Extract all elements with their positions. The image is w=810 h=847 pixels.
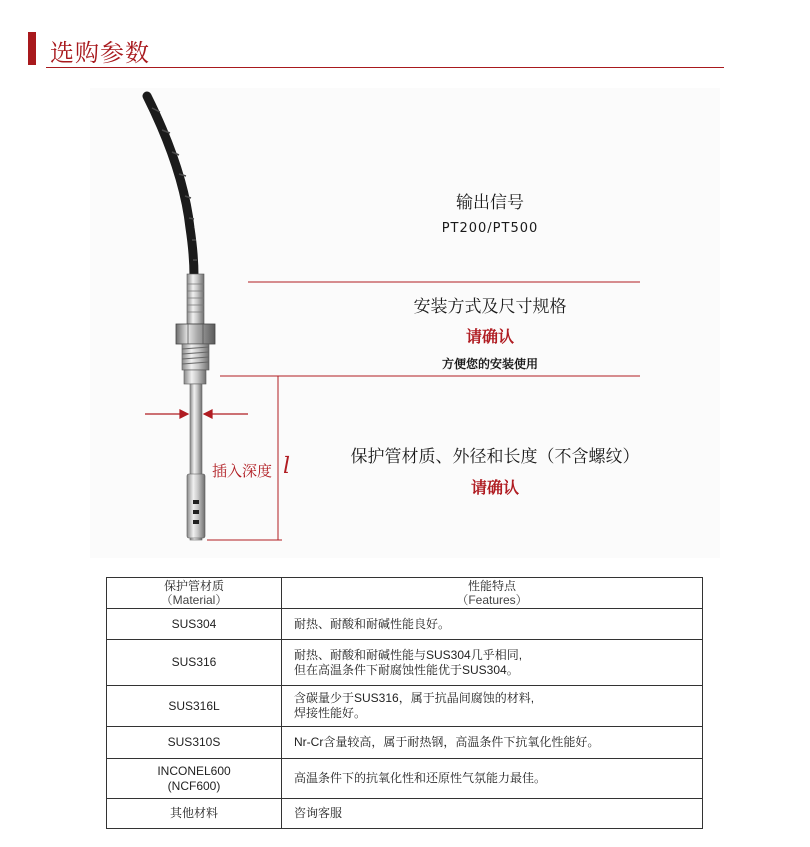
- material-cell: SUS316L: [107, 686, 282, 727]
- table-row: [107, 609, 703, 640]
- output-signal-title: 输出信号: [456, 193, 524, 213]
- install-note: 方便您的安装使用: [441, 357, 538, 371]
- feature-cell: 耐热、耐酸和耐碱性能与SUS304几乎相同, 但在高温条件下耐腐蚀性能优于SUS304。: [282, 640, 703, 686]
- feature-cell: 含碳量少于SUS316，属于抗晶间腐蚀的材料, 焊接性能好。: [282, 686, 703, 727]
- hex-nut: [176, 324, 215, 344]
- table-row: [107, 727, 703, 759]
- insertion-depth-symbol: l: [283, 454, 291, 479]
- output-signal-block: [390, 188, 590, 236]
- material-spec-block: [340, 442, 650, 498]
- output-signal-value: PT200/PT500: [441, 221, 539, 236]
- upper-fitting: [187, 274, 204, 324]
- section-title: 选购参数: [50, 39, 150, 67]
- material-cell: INCONEL600 (NCF600): [107, 759, 282, 799]
- install-spec-block: [340, 292, 640, 372]
- install-spec-title: 安装方式及尺寸规格: [413, 297, 567, 317]
- section-header: [28, 30, 724, 70]
- feature-cell: 高温条件下的抗氧化性和还原性气氛能力最佳。: [282, 759, 703, 799]
- install-confirm: 请确认: [465, 327, 514, 346]
- header-accent-bar: [28, 32, 36, 65]
- header-divider: [46, 67, 724, 68]
- table-row: [107, 799, 703, 829]
- depth-dimension: [207, 376, 282, 540]
- material-cell: SUS310S: [107, 727, 282, 759]
- insertion-depth-label: 插入深度: [212, 462, 273, 480]
- table-row: [107, 759, 703, 799]
- feature-cell: 咨询客服: [282, 799, 703, 829]
- material-cell: SUS316: [107, 640, 282, 686]
- header-features: 性能特点 （Features）: [282, 578, 703, 609]
- feature-cell: Nr-Cr含量较高，属于耐热钢，高温条件下抗氧化性能好。: [282, 727, 703, 759]
- sensor-cable: [147, 96, 194, 276]
- material-cell: SUS304: [107, 609, 282, 640]
- table-row: [107, 686, 703, 727]
- table-row: [107, 640, 703, 686]
- probe-tip: [187, 474, 205, 538]
- header-material: 保护管材质 （Material）: [107, 578, 282, 609]
- table-header-row: [107, 578, 703, 609]
- feature-cell: 耐热、耐酸和耐碱性能良好。: [282, 609, 703, 640]
- product-diagram: [90, 88, 720, 558]
- material-spec-title: 保护管材质、外径和长度（不含螺纹）: [350, 447, 640, 467]
- material-cell: 其他材料: [107, 799, 282, 829]
- material-confirm: 请确认: [470, 478, 519, 497]
- material-table: [106, 577, 703, 829]
